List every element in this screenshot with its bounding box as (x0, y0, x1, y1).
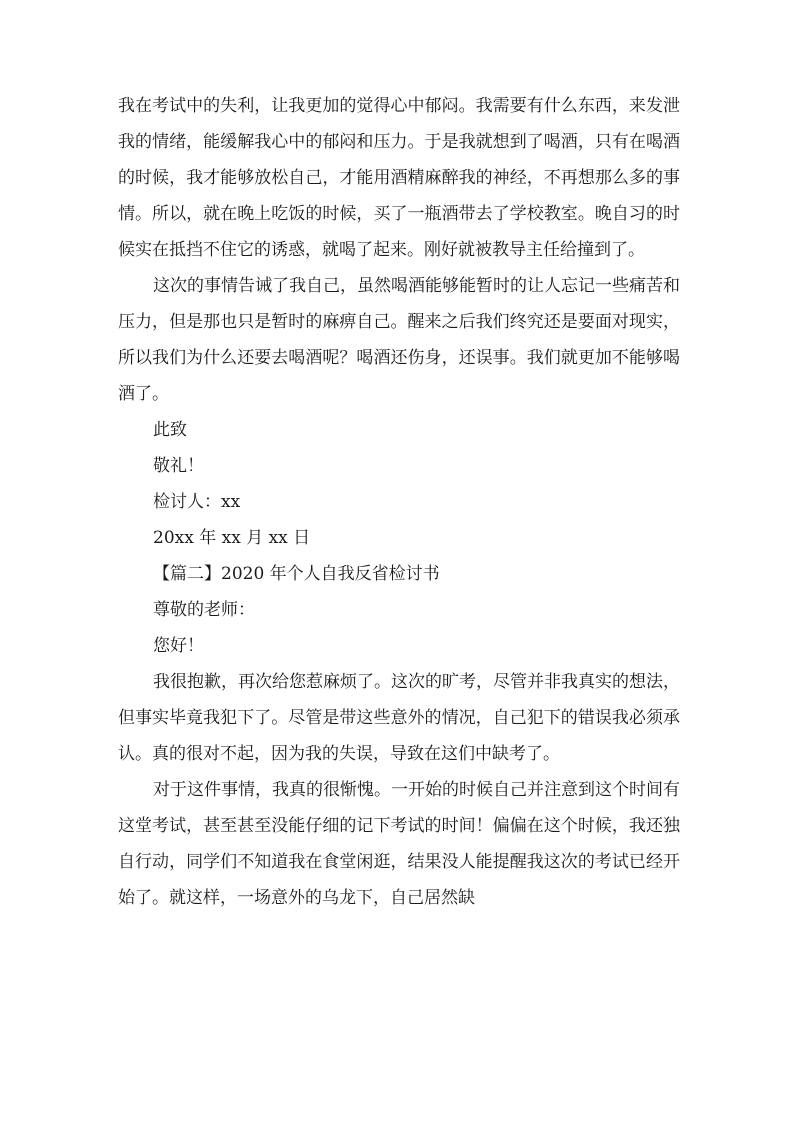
closing-salutation: 此致 (153, 420, 187, 440)
greeting-line: 尊敬的老师： (153, 600, 255, 620)
paragraph-apology: 我很抱歉，再次给您惹麻烦了。这次的旷考，尽管并非我真实的想法，但事实毕竟我犯下了。尽管是带这些意外的情况，自己犯下的错误我必须承认。真的很对不起，因为我的失误，导致在这们中缺考了。 (118, 672, 680, 764)
signature-line: 检讨人：xx (153, 492, 241, 512)
date-line: 20xx 年 xx 月 xx 日 (153, 528, 311, 548)
document-page (118, 88, 680, 916)
section-heading: 【篇二】2020 年个人自我反省检讨书 (153, 564, 440, 584)
paragraph-drinking-reason: 我在考试中的失利，让我更加的觉得心中郁闷。我需要有什么东西，来发泄我的情绪，能缓解我心中的郁闷和压力。于是我就想到了喝酒，只有在喝酒的时候，我才能够放松自己，才能用酒精麻醉我的神经，不再想那么多的事情。所以，就在晚上吃饭的时候，买了一瓶酒带去了学校教室。晚自习的时候实在抵挡不住它的诱惑，就喝了起来。刚好就被教导主任给撞到了。 (118, 96, 680, 260)
paragraph-lesson: 这次的事情告诫了我自己，虽然喝酒能够能暂时的让人忘记一些痛苦和压力，但是那也只是暂时的麻痹自己。醒来之后我们终究还是要面对现实，所以我们为什么还要去喝酒呢？喝酒还伤身，还误事。我们就更加不能够喝酒了。 (118, 276, 680, 404)
hello-line: 您好！ (153, 636, 204, 656)
paragraph-reflection: 对于这件事情，我真的很惭愧。一开始的时候自己并注意到这个时间有这堂考试，甚至甚至没能仔细的记下考试的时间！偏偏在这个时候，我还独自行动，同学们不知道我在食堂闲逛，结果没人能提醒我这次的考试已经开始了。就这样，一场意外的乌龙下，自己居然缺 (118, 780, 680, 908)
closing-regards: 敬礼！ (153, 456, 204, 476)
